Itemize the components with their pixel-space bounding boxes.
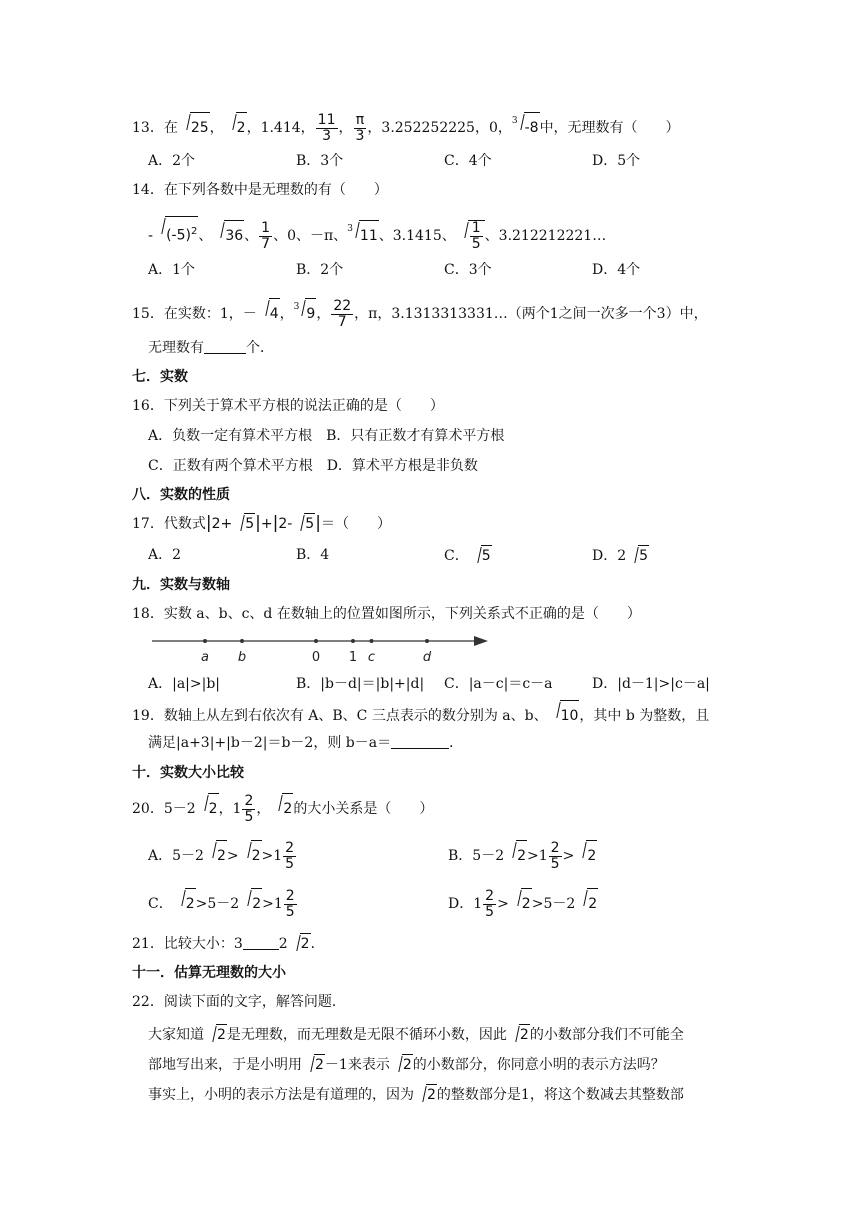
number-line-point — [351, 639, 355, 643]
sqrt-2: 2 — [240, 888, 262, 919]
q15-line2-end: 个． — [246, 340, 274, 356]
q19-text-2: ，其中 b 为整数，且 — [579, 708, 710, 724]
q20-text-1: 20．5－2 — [132, 801, 196, 817]
q14-text-2: 、3.1415、 — [378, 228, 456, 244]
q14-option-a: A．1个 — [148, 262, 196, 278]
q21-text-2: 2 — [278, 936, 288, 952]
section-heading: 九．实数与数轴 — [132, 577, 230, 593]
sqrt-5: 5 — [233, 513, 255, 534]
answer-blank[interactable] — [243, 935, 279, 950]
section-heading: 十一．估算无理数的大小 — [132, 965, 286, 981]
number-line-label: a — [201, 650, 209, 664]
number-line-point — [240, 639, 244, 643]
sqrt-2: 2 — [289, 933, 311, 954]
q22-text: 的小数部分，你同意小明的表示方法吗？ — [412, 1057, 665, 1073]
q22-text: 的整数部分是1，将这个数减去其整数部 — [436, 1087, 684, 1103]
gt-one: >1 — [262, 896, 283, 912]
sqrt-2: 2 — [415, 1084, 437, 1105]
q18-option-d: D．|d－1|>|c－a| — [592, 676, 710, 692]
section-heading: 七．实数 — [132, 369, 188, 385]
abs-bar: | — [205, 513, 212, 533]
cbrt-11: 11 — [348, 220, 379, 251]
sqrt-25: 25 — [179, 112, 210, 143]
q14-text-3: 、3.212212221… — [484, 228, 607, 244]
q18-option-c: C．|a－c|＝c－a — [444, 676, 553, 692]
q15-number: 15．在实数：1，－ — [132, 306, 257, 322]
sqrt-2: 2 — [271, 793, 293, 824]
q17-option-b: B．4 — [296, 547, 330, 563]
q20-option-c — [148, 888, 298, 920]
frac-22-7: $\frac{22}{7}$ — [333, 297, 352, 330]
abs-bar: | — [255, 513, 261, 533]
section-heading: 十．实数大小比较 — [132, 765, 244, 781]
frac-pi-3: $\frac{\pi}{3}$ — [355, 111, 365, 144]
number-line-point — [425, 639, 429, 643]
sqrt-2: 2 — [174, 888, 196, 919]
q14-numbers: - $(-5)^2$、 36、 $\frac{1}{7}$ 、0、－π、$^3$ 11、3.1415、 $\frac{1}{5}$ 、3.212212221… — [148, 214, 606, 252]
gt-one: >1 — [261, 848, 283, 864]
number-line-point — [314, 639, 318, 643]
q21-stem — [132, 933, 325, 954]
frac-11-3: $\frac{11}{3}$ — [317, 111, 336, 144]
option-label: C． — [444, 548, 469, 564]
q18-stem: 18．实数 a、b、c、d 在数轴上的位置如图所示，下列关系式不正确的是（ ） — [132, 606, 641, 622]
q13-text-1: ，1.414， — [246, 120, 315, 136]
sqrt-5: 5 — [470, 545, 492, 566]
gt-5-minus-2: >5－2 — [195, 896, 240, 912]
q19-line2 — [148, 733, 463, 753]
q20-stem — [132, 793, 433, 825]
q15-stem: 15．在实数：1，－ 4，$^3$ 9， $\frac{22}{7}$ ，π，3.1313313331…（两个1之间一次多一个3）中， — [132, 297, 708, 330]
gt: > — [226, 848, 239, 864]
sqrt-2: 2 — [240, 840, 262, 871]
sqrt-2: 2 — [505, 840, 527, 871]
q17-number: 17．代数式 — [132, 516, 206, 532]
section-heading: 八．实数的性质 — [132, 487, 230, 503]
sqrt-10: 10 — [549, 700, 580, 731]
option-label: D．1 — [448, 896, 483, 912]
abs-bar: | — [315, 513, 321, 533]
number-line-figure — [150, 630, 490, 664]
frac-2-5: $\frac{2}{5}$ — [550, 839, 560, 872]
q20-text-2: ，1 — [218, 801, 242, 817]
gt: > — [497, 896, 509, 912]
q19-text-4: ． — [449, 735, 464, 751]
number-line-point — [203, 639, 207, 643]
plus-sign: + — [260, 516, 273, 532]
number-line-point — [370, 639, 374, 643]
sqrt-2: 2 — [205, 840, 227, 871]
sqrt-neg5-squared: $(-5)^2$ — [154, 216, 198, 251]
q13-option-b: B．3个 — [296, 153, 344, 169]
q14-option-c: C．3个 — [444, 262, 492, 278]
option-label: C． — [148, 896, 173, 912]
option-label: D．2 — [592, 548, 627, 564]
frac-2-5: $\frac{2}{5}$ — [285, 887, 295, 920]
answer-blank[interactable] — [391, 734, 449, 749]
number-line-marks — [201, 639, 432, 664]
q22-paragraph-line2 — [148, 1054, 665, 1075]
q18-option-b: B．|b－d|＝|b|+|d| — [296, 676, 425, 692]
q16-options-row2: C．正数有两个算术平方根 D．算术平方根是非负数 — [148, 458, 478, 474]
q22-stem: 22．阅读下面的文字，解答问题． — [132, 994, 346, 1010]
q16-stem: 16．下列关于算术平方根的说法正确的是（ ） — [132, 398, 444, 414]
abs-bar: | — [272, 513, 279, 533]
q22-text: 的小数部分我们不可能全 — [529, 1027, 684, 1043]
q14-text-1: 、0、－π、 — [273, 228, 348, 244]
sqrt-2: 2 — [508, 1024, 530, 1045]
q16-options-row1: A．负数一定有算术平方根 B．只有正数才有算术平方根 — [148, 428, 505, 444]
answer-blank[interactable] — [204, 339, 246, 354]
q22-paragraph-line1 — [148, 1024, 684, 1045]
q20-text-3: ， — [256, 801, 271, 817]
q15-text-1: ，π，3.1313313331…（两个1之间一次多一个3）中， — [354, 306, 708, 322]
q13-number: 13．在 — [132, 120, 178, 136]
q17-option-a: A．2 — [148, 547, 182, 563]
frac-2-5: $\frac{2}{5}$ — [285, 839, 295, 872]
q22-text: 大家知道 — [148, 1027, 204, 1043]
q20-option-d — [448, 888, 598, 920]
q19-text-3: 满足|a+3|+|b－2|＝b－2，则 b－a＝ — [148, 735, 392, 751]
sqrt-36: 36 — [213, 220, 244, 251]
q20-option-b — [448, 840, 597, 872]
q22-text: 事实上，小明的表示方法是有道理的，因为 — [148, 1087, 414, 1103]
gt-5-minus-2: >5－2 — [531, 896, 576, 912]
q15-line2 — [148, 338, 274, 358]
number-line-label: b — [237, 650, 247, 664]
cbrt-neg8: -8 — [513, 112, 540, 143]
q22-paragraph-line3 — [148, 1084, 684, 1105]
q14-option-d: D．4个 — [592, 262, 641, 278]
sqrt-2: 2 — [303, 1054, 325, 1075]
q19-line1 — [132, 700, 709, 731]
q22-text: 是无理数，而无理数是无限不循环小数，因此 — [226, 1027, 507, 1043]
q13-option-d: D．5个 — [592, 153, 641, 169]
q14-stem: 14．在下列各数中是无理数的有（ ） — [132, 182, 388, 198]
sqrt-4: 4 — [258, 298, 280, 329]
q15-line2-text: 无理数有 — [148, 340, 204, 356]
q21-text-3: ． — [310, 936, 325, 952]
q13-option-c: C．4个 — [444, 153, 492, 169]
q14-option-b: B．2个 — [296, 262, 344, 278]
q13-option-a: A．2个 — [148, 153, 196, 169]
q17-option-c — [444, 545, 492, 566]
sqrt-5: 5 — [627, 545, 649, 566]
sqrt-2: 2 — [225, 112, 247, 143]
q21-text-1: 21．比较大小：3 — [132, 936, 243, 952]
sqrt-2: 2 — [510, 888, 532, 919]
q22-text: 部地写出来，于是小明用 — [148, 1057, 302, 1073]
cbrt-index: 3 — [293, 302, 300, 312]
q19-text-1: 19．数轴上从左到右依次有 A、B、C 三点表示的数分别为 a、b、 — [132, 708, 548, 724]
sqrt-one-fifth — [457, 220, 485, 252]
sqrt-5: 5 — [293, 513, 315, 534]
option-label: B．5－2 — [448, 848, 505, 864]
sqrt-2: 2 — [205, 1024, 227, 1045]
q22-text: －1来表示 — [324, 1057, 390, 1073]
q20-option-a — [148, 840, 297, 872]
sqrt-2: 2 — [576, 888, 598, 919]
number-line-label: d — [422, 650, 432, 664]
frac-1-5: $\frac{1}{5}$ — [471, 219, 481, 252]
sqrt-2: 2 — [197, 793, 219, 824]
q17-stem — [132, 513, 391, 534]
sqrt-2: 2 — [575, 840, 597, 871]
q18-option-a: A．|a|>|b| — [148, 676, 221, 692]
cbrt-index: 3 — [347, 224, 353, 234]
q13-text-3: 中，无理数有（ ） — [539, 120, 680, 136]
q17-tail: ＝（ ） — [320, 516, 391, 532]
q17-term-1: 2+ — [211, 516, 233, 532]
minus-sign: - — [148, 228, 154, 244]
q13-stem: 13．在 25， 2，1.414， $\frac{11}{3}$ ， $\frac{\pi}{3}$ ，3.252252225，0，$^3$ -8中，无理数有（ ） — [132, 111, 680, 144]
frac-2-5: $\frac{2}{5}$ — [485, 887, 495, 920]
q20-text-4: 的大小关系是（ ） — [293, 801, 434, 817]
q13-text-2: ，3.252252225，0， — [367, 120, 512, 136]
cbrt-9: 9 — [294, 298, 316, 329]
number-line-arrow — [474, 636, 488, 646]
q17-term-2: 2- — [278, 516, 293, 532]
gt-one: >1 — [527, 848, 548, 864]
frac-1-7: $\frac{1}{7}$ — [261, 219, 271, 252]
number-line-label: 1 — [348, 650, 358, 664]
number-line-label: 0 — [311, 650, 321, 664]
frac-2-5: $\frac{2}{5}$ — [244, 792, 254, 825]
cbrt-index: 3 — [511, 116, 518, 126]
gt: > — [562, 848, 575, 864]
sqrt-2: 2 — [391, 1054, 413, 1075]
option-label: A．5－2 — [148, 848, 204, 864]
number-line-label: c — [367, 650, 376, 664]
q17-option-d — [592, 545, 649, 566]
